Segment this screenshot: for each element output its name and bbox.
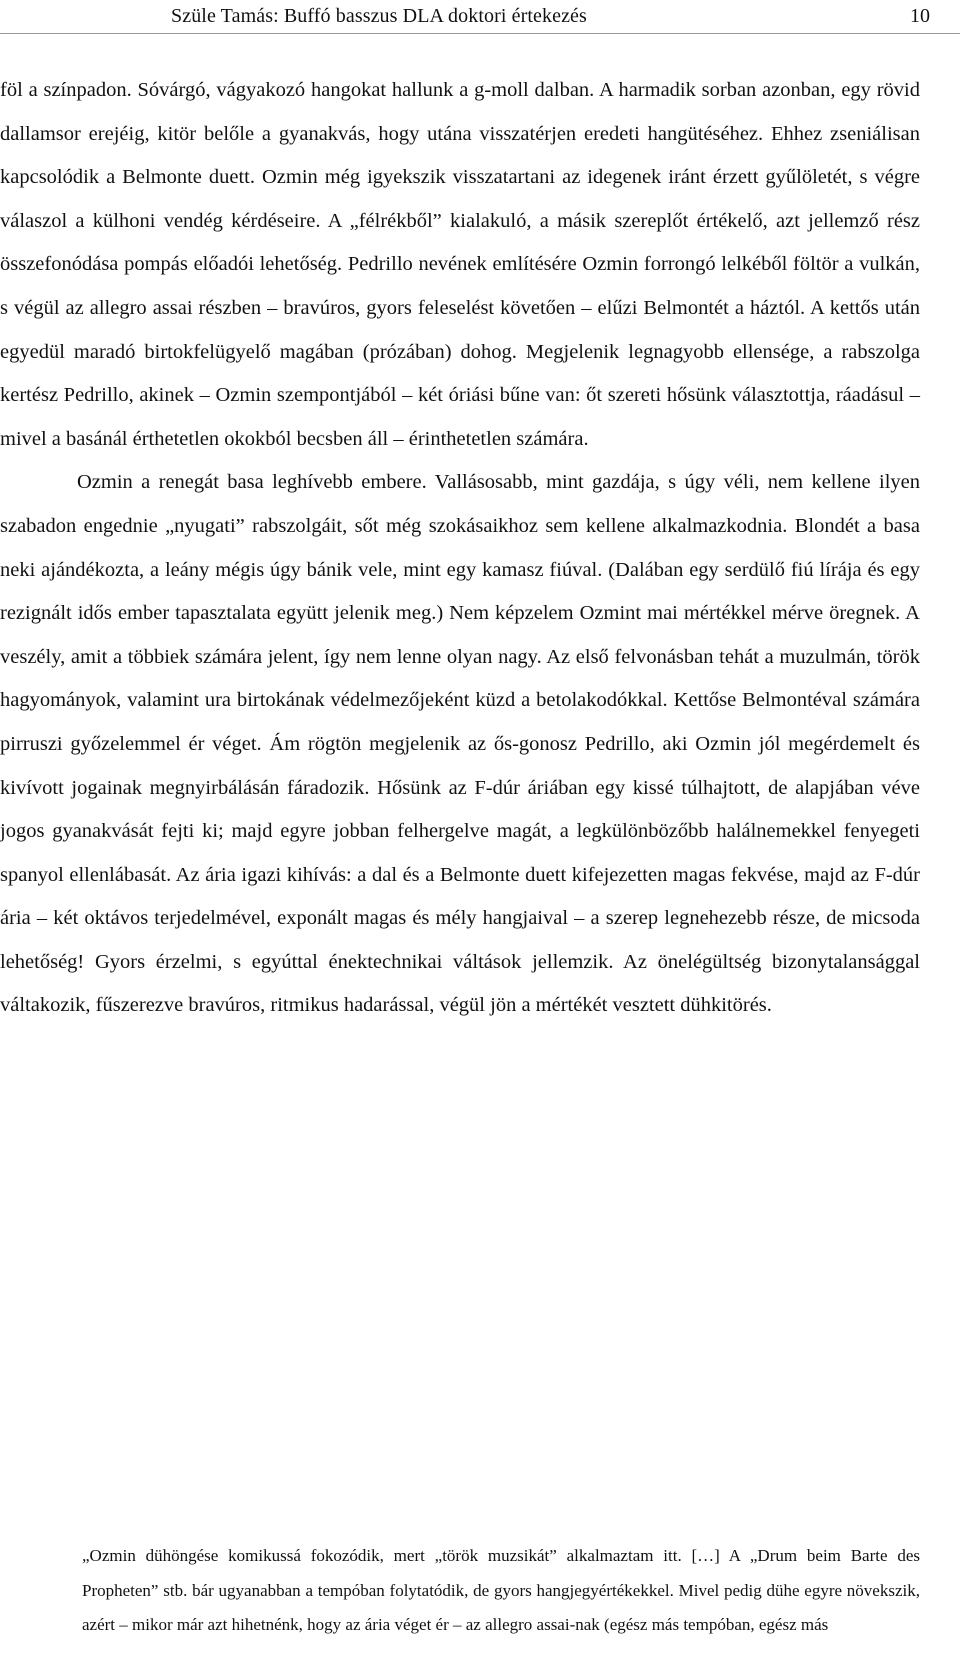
paragraph: föl a színpadon. Sóvárgó, vágyakozó hangokat hallunk a g-moll dalban. A harmadik sorban azonban, egy rövid dallamsor erejéig, kitör belőle a gyanakvás, hogy utána visszatérjen eredeti hangütéséhez. Ehhez zseniálisan kapcsolódik a Belmonte duett. Ozmin még igyekszik visszatartani az idegenek iránt érzett gyűlöletét, s végre válaszol a külhoni vendég kérdéseire. A „félrékből” kialakuló, a másik szereplőt értékelő, azt jellemző rész összefonódása pompás előadói lehetőség. Pedrillo nevének említésére Ozmin forrongó lelkéből föltör a vulkán, s végül az allegro assai részben – bravúros, gyors feleselést követően – elűzi Belmontét a háztól. A kettős után egyedül maradó birtokfelügyelő magában (prózában) dohog. Megjelenik legnagyobb ellensége, a rabszolga kertész Pedrillo, akinek – Ozmin szempontjából – két óriási bűne van: őt szereti hősünk választottja, ráadásul – mivel a basánál érthetetlen okokból becsben áll – érinthetetlen számára. xyxy=(0,79,920,450)
header-title: Szüle Tamás: Buffó basszus DLA doktori értekezés xyxy=(171,5,587,27)
paragraph: Ozmin a renegát basa leghívebb embere. Vallásosabb, mint gazdája, s úgy véli, nem kellene ilyen szabadon engednie „nyugati” rabszolgáit, sőt még szokásaikhoz sem kellene alkalmazkodnia. Blondét a basa neki ajándékozta, a leány mégis úgy bánik vele, mint egy kamasz fiúval. (Dalában egy serdülő fiú lírája és egy rezignált idős ember tapasztalata együtt jelenik meg.) Nem képzelem Ozmint mai mértékkel mérve öregnek. A veszély, amit a többiek számára jelent, így nem lenne olyan nagy. Az első felvonásban tehát a muzulmán, török hagyományok, valamint ura birtokának védelmezőjeként küzd a betolakodókkal. Kettőse Belmontéval számára pirruszi győzelemmel ér véget. Ám rögtön megjelenik az ős-gonosz Pedrillo, aki Ozmin jól megérdemelt és kivívott jogainak megnyirbálásán fáradozik. Hősünk az F-dúr áriában egy kissé túlhajtott, de alapjában véve jogos gyanakvását fejti ki; majd egyre jobban felhergelve magát, a legkülönbözőbb halálnemekkel fenyegeti spanyol ellenlábasát. Az ária igazi kihívás: a dal és a Belmonte duett kifejezetten magas fekvése, majd az F-dúr ária – két oktávos terjedelmével, exponált magas és mély hangjaival – a szerep legnehezebb része, de micsoda lehetőség! Gyors érzelmi, s egyúttal énektechnikai váltások jellemzik. Az önelégültség bizonytalansággal váltakozik, fűszerezve bravúros, ritmikus hadarással, végül jön a mértékét vesztett dühkitörés. xyxy=(0,471,920,1017)
body-text xyxy=(0,69,920,1028)
page-number: 10 xyxy=(910,5,930,27)
running-header xyxy=(0,0,960,36)
header-divider xyxy=(0,33,960,34)
block-quote: „Ozmin dühöngése komikussá fokozódik, mert „török muzsikát” alkalmaztam itt. […] A „Drum beim Barte des Propheten” stb. bár ugyanabban a tempóban folytatódik, de gyors hangjegyértékekkel. Mivel pedig dühe egyre növekszik, azért – mikor már azt hihetnénk, hogy az ária véget ér – az allegro assai-nak (egész más tempóban, egész más xyxy=(82,1546,920,1634)
